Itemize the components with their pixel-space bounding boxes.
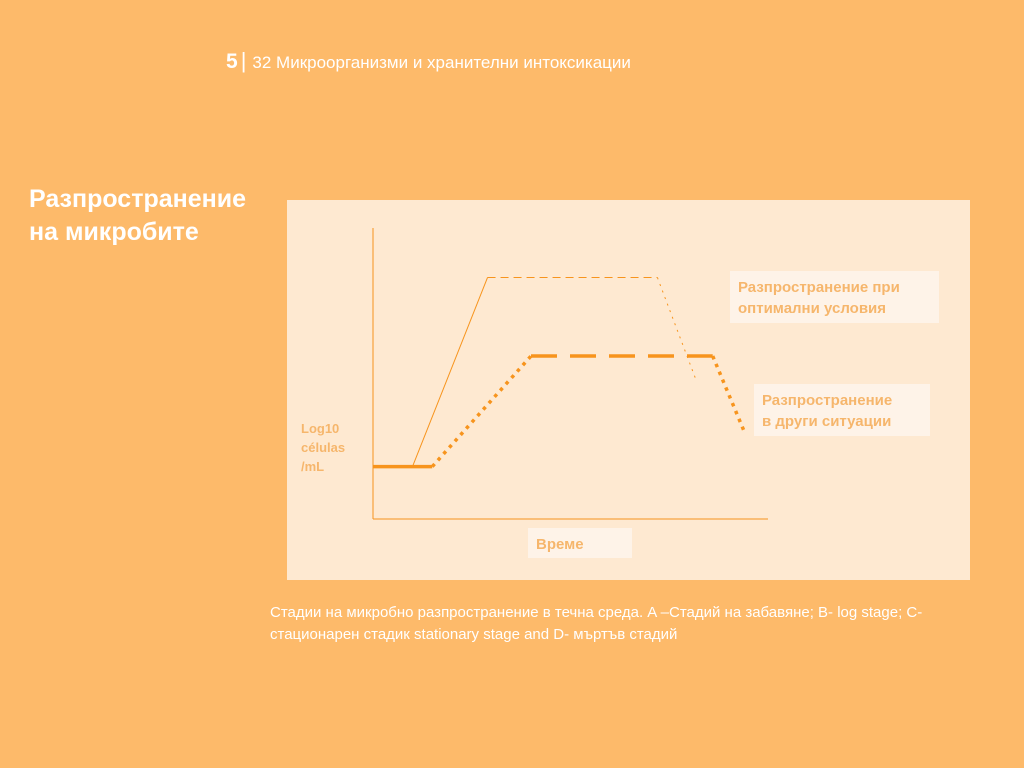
- header-separator: |: [240, 48, 247, 73]
- y-axis-label-line-1: Log10: [301, 421, 340, 436]
- series-0-segment-2: [657, 277, 697, 382]
- y-axis-label-line-2: células: [301, 440, 346, 455]
- slide-header: [226, 48, 631, 74]
- legend-optimal-line-1: Разпространение при: [738, 279, 900, 296]
- presentation-title: 32 Микроорганизми и хранителни интоксикации: [252, 53, 631, 72]
- series-optimal-conditions: [413, 277, 697, 466]
- series-0-segment-0: [413, 277, 488, 466]
- y-axis-label: [301, 419, 345, 476]
- slide-title-line-1: Разпространение: [29, 185, 246, 213]
- legend-other-line-2: в други ситуации: [762, 413, 892, 430]
- series-layer: [373, 277, 744, 466]
- legend-optimal-conditions: [730, 271, 939, 323]
- slide-number: 5: [226, 50, 238, 73]
- legend-optimal-line-2: оптимални условия: [738, 300, 887, 317]
- x-axis-label-text: Време: [536, 536, 584, 553]
- figure-caption: Стадии на микробно разпространение в течна среда. A –Стадий на забавяне; B- log stage; C-стационарен стадик stationary stage and D- мъртъв стадий: [270, 604, 923, 643]
- x-axis-label: [528, 528, 632, 558]
- series-other-situations: [373, 356, 744, 467]
- slide-title-line-2: на микробите: [29, 218, 199, 246]
- legend-other-situations: [754, 384, 930, 436]
- series-1-segment-3: [713, 356, 745, 432]
- y-axis-label-line-3: /mL: [301, 459, 325, 474]
- chart-panel: [287, 200, 970, 580]
- series-1-segment-1: [432, 356, 531, 467]
- legend-other-line-1: Разпространение: [762, 392, 893, 409]
- slide-title: [29, 183, 246, 249]
